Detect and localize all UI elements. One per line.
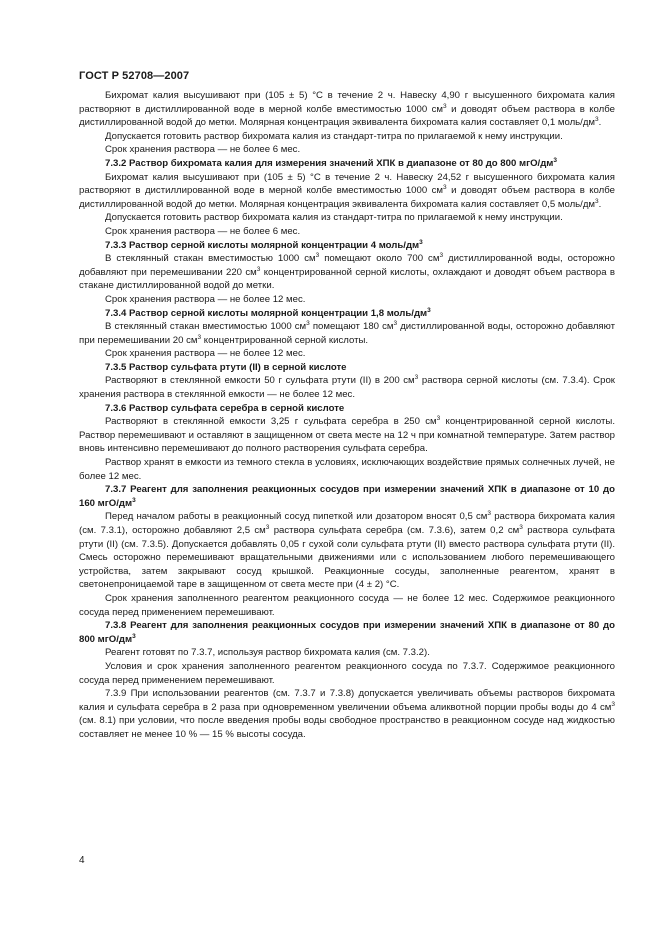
text-run: Срок хранения раствора — не более 12 мес. (105, 293, 306, 305)
text-run: 7.3.3 Раствор серной кислоты молярной концентрации 4 моль/дм (105, 239, 420, 251)
text-run: 7.3.9 При использовании реагентов (см. 7.3.7 и 7.3.8) допускается увеличивать объемы растворов бихромата калия и сульфата серебра в 2 раза при одновременном увеличении объема аликвотной порции пробы воды до 4 см (79, 688, 615, 713)
paragraph (79, 211, 615, 225)
paragraph (79, 293, 615, 307)
document-body (79, 89, 615, 742)
text-run: концентрированной серной кислоты. (201, 334, 369, 346)
section-heading (79, 239, 615, 253)
text-run: и доводят объем раствора в колбе дистиллированной водой до метки. Молярная концентрация эквивалента бихромата калия составляет 0,5 моль/дм (79, 185, 615, 210)
text-run: Срок хранения заполненного реагентом реакционного сосуда — не более 12 мес. Содержимое реакционного сосуда перед применением перемешивают. (79, 592, 615, 618)
paragraph (79, 456, 615, 483)
text-run: В стеклянный стакан вместимостью 1000 см (105, 253, 316, 265)
page-number: 4 (79, 855, 85, 866)
paragraph (79, 143, 615, 157)
text-run: Растворяют в стеклянной емкости 50 г сульфата ртути (II) в 200 см (105, 375, 415, 387)
text-run: 7.3.7 Реагент для заполнения реакционных сосудов при измерении значений ХПК в диапазоне от 10 до 160 мгО/дм (79, 484, 615, 509)
text-run: Бихромат калия высушивают при (105 ± 5) °С в течение 2 ч. Навеску 4,90 г высушенного бихромата калия растворяют в дистиллированной воде в мерной колбе вместимостью 1000 см (79, 90, 615, 115)
text-run: Срок хранения раствора — не более 6 мес. (105, 144, 301, 156)
text-run: 7.3.8 Реагент для заполнения реакционных сосудов при измерении значений ХПК в диапазоне от 80 до 800 мгО/дм (79, 620, 615, 645)
superscript: 3 (436, 415, 441, 423)
text-run: Перед началом работы в реакционный сосуд пипеткой или дозатором вносят 0,5 см (105, 511, 488, 523)
superscript: 3 (439, 251, 444, 259)
superscript: 3 (393, 319, 398, 327)
superscript: 3 (419, 238, 423, 246)
text-run: Допускается готовить раствор бихромата калия из стандарт-титра по прилагаемой к нему инструкции. (105, 212, 563, 224)
superscript: 3 (132, 496, 136, 504)
text-run: помещают около 700 см (319, 253, 440, 265)
paragraph (79, 660, 615, 687)
superscript: 3 (315, 251, 320, 259)
section-heading (79, 483, 615, 510)
text-run: 7.3.4 Раствор серной кислоты молярной концентрации 1,8 моль/дм (105, 307, 428, 319)
text-run: концентрированной серной кислоты, охлаждают и доводят объем раствора в стакане дистиллированной водой до метки. (79, 266, 615, 292)
paragraph (79, 320, 615, 347)
text-run: Реагент готовят по 7.3.7, используя раствор бихромата калия (см. 7.3.2). (105, 647, 430, 659)
paragraph (79, 374, 615, 401)
paragraph (79, 592, 615, 619)
paragraph (79, 646, 615, 660)
text-run: Условия и срок хранения заполненного реагентом реакционного сосуда по 7.3.7. Содержимое реакционного сосуда перед применением перемешивают. (79, 660, 615, 686)
text-run: Допускается готовить раствор бихромата калия из стандарт-титра по прилагаемой к нему инструкции. (105, 130, 563, 142)
superscript: 3 (611, 700, 615, 708)
superscript: 3 (487, 510, 491, 518)
superscript: 3 (265, 523, 270, 531)
paragraph (79, 687, 615, 741)
section-heading (79, 157, 615, 171)
superscript: 3 (595, 197, 599, 205)
text-run: Бихромат калия высушивают при (105 ± 5) °С в течение 2 ч. Навеску 24,52 г высушенного бихромата калия растворяют в дистиллированной воде в мерной колбе вместимостью 1000 см (79, 171, 615, 197)
superscript: 3 (414, 374, 419, 382)
section-heading (79, 361, 615, 375)
superscript: 3 (443, 183, 447, 191)
superscript: 3 (197, 333, 202, 341)
text-run: и доводят объем раствора в колбе дистиллированной водой до метки. Молярная концентрация эквивалента бихромата калия составляет 0,1 моль/дм (79, 103, 615, 129)
text-run: раствора бихромата калия (см. 7.3.1), осторожно добавляют 2,5 см (79, 511, 615, 536)
text-run: Растворяют в стеклянной емкости 3,25 г сульфата серебра в 250 см (105, 416, 437, 428)
paragraph (79, 89, 615, 130)
text-run: 7.3.5 Раствор сульфата ртути (II) в серной кислоте (105, 361, 347, 373)
paragraph (79, 225, 615, 239)
text-run: дистиллированной воды, осторожно добавляют при перемешивании 20 см (79, 321, 616, 346)
text-run: раствора серной кислоты (см. 7.3.4). Срок хранения раствора в стеклянной емкости — не более 12 мес. (79, 375, 615, 401)
superscript: 3 (595, 116, 599, 123)
text-run: . (598, 198, 602, 210)
text-run: Раствор хранят в емкости из темного стекла в условиях, исключающих воздействие прямых солнечных лучей, не более 12 мес. (79, 457, 615, 482)
paragraph (79, 171, 615, 212)
superscript: 3 (427, 306, 431, 314)
paragraph (79, 415, 615, 456)
text-run: раствора сульфата ртути (II) (см. 7.3.5). Допускается добавлять 0,05 г сухой соли сульфата ртути (II) вместо раствора сульфата ртути (II). Смесь осторожно перемешивают вращательными движениями или с использованием любого перемешивающего устройства, затем закрывают сосуд крышкой. Реакционные сосуды, заполненные реагентом, хранят в светонепроницаемой таре в защищенном от света месте при (4 ± 2) °С. (79, 525, 615, 591)
paragraph (79, 510, 615, 592)
text-run: (см. 8.1) при условии, что после введения пробы воды свободное пространство в реакционном сосуде над жидкостью составляет не менее 10 % — 15 % высоты сосуда. (79, 715, 615, 740)
superscript: 3 (519, 523, 523, 531)
text-run: В стеклянный стакан вместимостью 1000 см (105, 321, 307, 333)
text-run: помещают 180 см (309, 321, 394, 333)
section-heading (79, 619, 615, 646)
paragraph (79, 252, 615, 293)
section-heading (79, 307, 615, 321)
text-run: концентрированной серной кислоты. Раствор перемешивают и оставляют в защищенном от света месте на 12 ч при комнатной температуре. Затем раствор вновь интенсивно перемешивают до полного растворения сульфата серебра. (79, 416, 615, 455)
text-run: Срок хранения раствора — не более 12 мес. (105, 348, 306, 360)
paragraph (79, 130, 615, 144)
document-header: ГОСТ Р 52708—2007 (79, 70, 190, 82)
superscript: 3 (443, 102, 447, 110)
text-run: дистиллированной воды, осторожно добавляют при перемешивании 220 см (79, 253, 615, 278)
text-run: . (598, 117, 602, 129)
text-run: 7.3.6 Раствор сульфата серебра в серной кислоте (105, 402, 345, 414)
text-run: 7.3.2 Раствор бихромата калия для измерения значений ХПК в диапазоне от 80 до 800 мгО/дм (105, 157, 554, 169)
section-heading (79, 402, 615, 416)
text-run: раствора сульфата серебра (см. 7.3.6), затем 0,2 см (269, 525, 520, 536)
superscript: 3 (553, 156, 558, 164)
paragraph (79, 347, 615, 361)
superscript: 3 (132, 632, 136, 640)
superscript: 3 (256, 265, 261, 273)
superscript: 3 (306, 319, 310, 327)
text-run: Срок хранения раствора — не более 6 мес. (105, 225, 301, 237)
